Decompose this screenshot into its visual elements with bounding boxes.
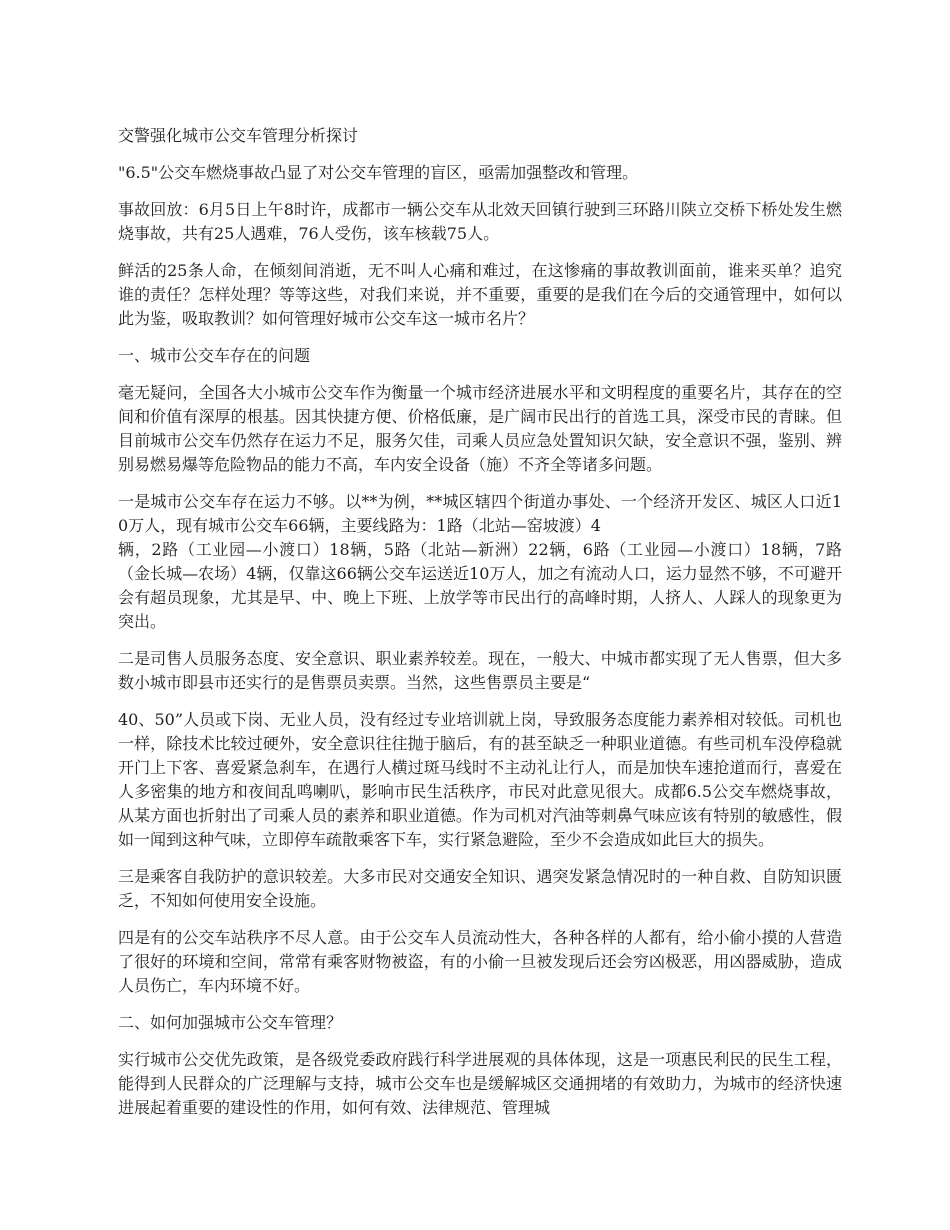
paragraph-staff-attitude: 二是司售人员服务态度、安全意识、职业素养较差。现在，一般大、中城市都实现了无人售票，但大多数小城市即县市还实行的是售票员卖票。当然，这些售票员主要是“ — [118, 649, 842, 692]
paragraph-lessons: 鲜活的25条人命，在倾刻间消逝，无不叫人心痛和难过，在这惨痛的事故教训面前，谁来买单？追究谁的责任？怎样处理？等等这些，对我们来说，并不重要，重要的是我们在今后的交通管理中，如何以此为鉴，吸取教训？如何管理好城市公交车这一城市名片？ — [118, 261, 842, 328]
section-heading-problems: 一、城市公交车存在的问题 — [118, 346, 311, 365]
document-title: 交警强化城市公交车管理分析探讨 — [118, 126, 359, 145]
paragraph-station-order: 四是有的公交车站秩序不尽人意。由于公交车人员流动性大，各种各样的人都有，给小偷小摸的人营造了很好的环境和空间，常常有乘客财物被盗，有的小偷一旦被发现后还会穷凶极恶，用凶器威胁，造成人员伤亡，车内环境不好。 — [118, 928, 842, 995]
paragraph-intro: "6.5"公交车燃烧事故凸显了对公交车管理的盲区，亟需加强整改和管理。 — [118, 163, 639, 182]
section-heading-management: 二、如何加强城市公交车管理？ — [118, 1013, 343, 1032]
paragraph-problems-overview: 毫无疑问，全国各大小城市公交车作为衡量一个城市经济进展水平和文明程度的重要名片，其存在的空间和价值有深厚的根基。因其快捷方便、价格低廉，是广阔市民出行的首选工具，深受市民的青睐。但目前城市公交车仍然存在运力不足，服务欠佳，司乘人员应急处置知识欠缺，安全意识不强，鉴别、辨别易燃易爆等危险物品的能力不高，车内安全设备（施）不齐全等诸多问题。 — [118, 383, 842, 474]
document-page — [118, 124, 842, 1133]
paragraph-priority-policy: 实行城市公交优先政策，是各级党委政府践行科学进展观的具体体现，这是一项惠民利民的民生工程，能得到人民群众的广泛理解与支持，城市公交车也是缓解城区交通拥堵的有效助力，为城市的经济快速进展起着重要的建设性的作用，如何有效、法律规范、管理城 — [118, 1050, 842, 1117]
paragraph-incident-replay: 事故回放：6月5日上午8时许，成都市一辆公交车从北效天回镇行驶到三环路川陕立交桥下桥处发生燃烧事故，共有25人遇难，76人受伤，该车核载75人。 — [118, 200, 842, 243]
paragraph-capacity: 一是城市公交车存在运力不够。以**为例，**城区辖四个街道办事处、一个经济开发区、城区人口近10万人，现有城市公交车66辆，主要线路为：1路（北站—窑坡渡）4 辆，2路（工业园—小渡口）18辆，5路（北站—新洲）22辆，6路（工业园—小渡口）18辆，7路（金长城—农场）4辆，仅靠这66辆公交车运送近10万人，加之有流动人口，运力显然不够，不可避开会有超员现象，尤其是早、中、晚上下班、上放学等市民出行的高峰时期，人挤人、人踩人的现象更为突出。 — [118, 492, 842, 631]
paragraph-staff-details: 40、50”人员或下岗、无业人员，没有经过专业培训就上岗，导致服务态度能力素养相对较低。司机也一样，除技术比较过硬外，安全意识往往抛于脑后，有的甚至缺乏一种职业道德。有些司机车没停稳就开门上下客、喜爱紧急刹车，在遇行人横过斑马线时不主动礼让行人，而是加快车速抢道而行，喜爱在人多密集的地方和夜间乱鸣喇叭，影响市民生活秩序，市民对此意见很大。成都6.5公交车燃烧事故，从某方面也折射出了司乘人员的素养和职业道德。作为司机对汽油等刺鼻气味应该有特别的敏感性，假如一闻到这种气味，立即停车疏散乘客下车，实行紧急避险，至少不会造成如此巨大的损失。 — [118, 710, 842, 849]
paragraph-passenger-awareness: 三是乘客自我防护的意识较差。大多市民对交通安全知识、遇突发紧急情况时的一种自救、自防知识匮乏，不知如何使用安全设施。 — [118, 867, 842, 910]
